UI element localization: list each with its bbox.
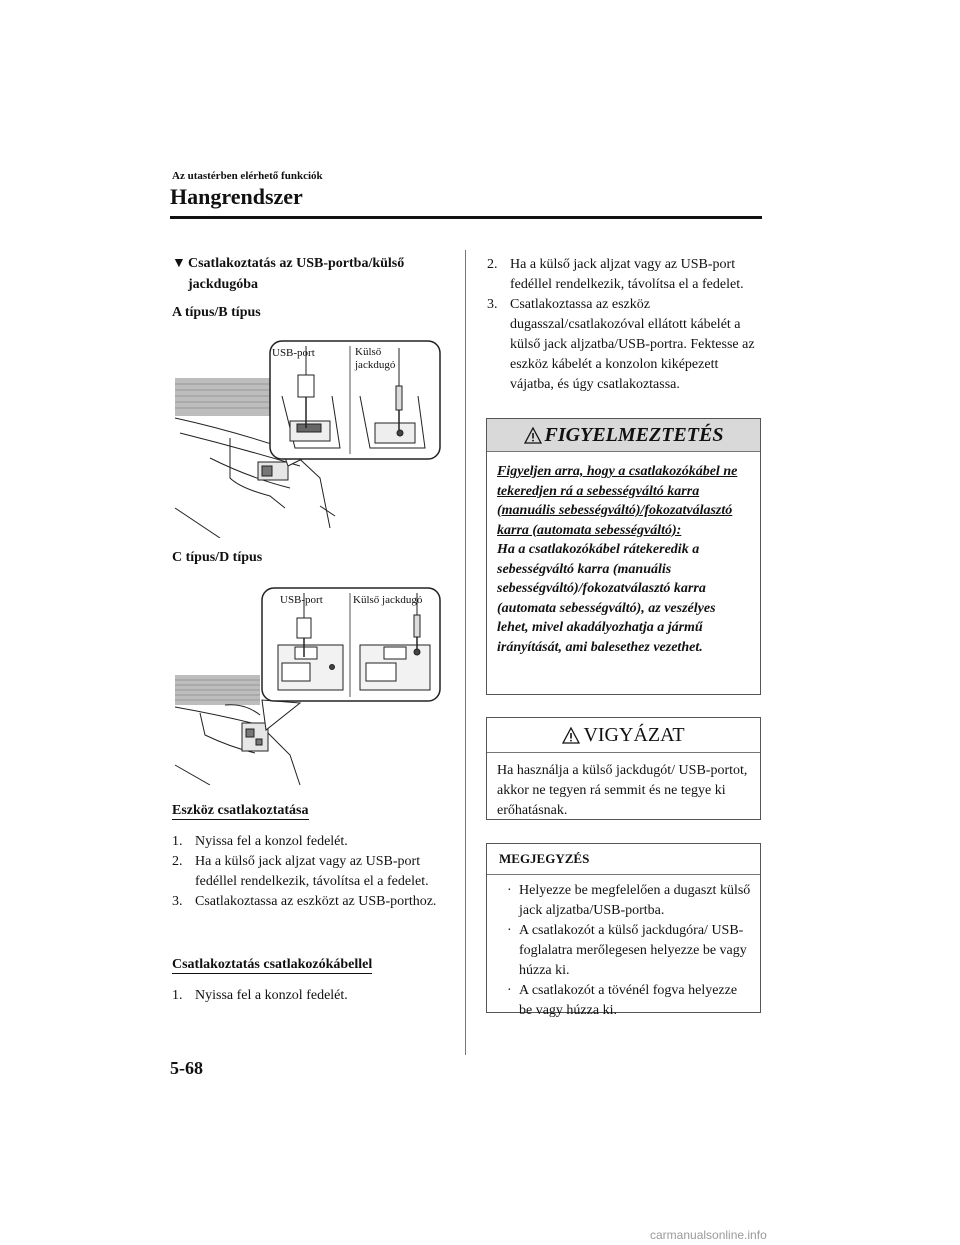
list-item	[172, 852, 462, 892]
step-text: Ha a külső jack aljzat vagy az USB-port fedéllel rendelkezik, távolítsa el a fedelet.	[195, 854, 429, 889]
note-text: A csatlakozót a külső jackdugóra/ USB-foglalatra merőlegesen helyezze be vagy húzza ki.	[519, 923, 747, 978]
step-text: Nyissa fel a konzol fedelét.	[195, 834, 348, 849]
watermark: carmanualsonline.info	[650, 1228, 767, 1242]
step-text: Ha a külső jack aljzat vagy az USB-port fedéllel rendelkezik, távolítsa el a fedelet.	[510, 257, 744, 292]
title-rule	[170, 216, 762, 219]
list-item	[172, 892, 462, 912]
step-number: 1.	[172, 988, 183, 1003]
note-body	[487, 875, 760, 1021]
step-number: 2.	[172, 854, 183, 869]
page-number: 5-68	[170, 1058, 203, 1078]
triangle-down-icon: ▼	[172, 256, 186, 271]
cable-steps-list	[172, 986, 462, 1006]
page-title: Hangrendszer	[170, 184, 303, 209]
step-text: Nyissa fel a konzol fedelét.	[195, 988, 348, 1003]
bullet-icon: ·	[507, 923, 512, 938]
list-item	[487, 295, 762, 395]
note-box	[486, 843, 761, 1018]
step-number: 3.	[487, 297, 498, 312]
warning-header	[487, 419, 760, 452]
list-item	[497, 981, 752, 1021]
cable-connect-title	[172, 954, 372, 975]
column-divider	[465, 250, 466, 1055]
cable-connect-title-text: Csatlakoztatás csatlakozókábellel	[172, 957, 373, 972]
cable-steps-continued	[487, 255, 762, 395]
warning-triangle-icon	[524, 427, 542, 444]
warning-title: FIGYELMEZTETÉS	[544, 424, 724, 446]
bullet-icon: ·	[507, 883, 512, 898]
section-heading	[172, 253, 452, 295]
bullet-icon: ·	[507, 983, 512, 998]
type-cd-label: C típus/D típus	[172, 550, 263, 565]
caution-text: Ha használja a külső jackdugót/ USB-portot, akkor ne tegyen rá semmit és ne tegye ki erőhatásnak.	[497, 763, 748, 818]
list-item	[172, 832, 462, 852]
caution-title: VIGYÁZAT	[583, 724, 685, 746]
list-item	[172, 986, 462, 1006]
list-item	[497, 921, 752, 981]
section-heading-text: Csatlakoztatás az USB-portba/külső jackdugóba	[188, 256, 405, 292]
device-connect-title-text: Eszköz csatlakoztatása	[172, 803, 309, 818]
step-number: 1.	[172, 834, 183, 849]
type-ab-label: A típus/B típus	[172, 305, 261, 320]
list-item	[497, 881, 752, 921]
caution-box	[486, 717, 761, 820]
warning-body	[487, 452, 760, 657]
step-number: 3.	[172, 894, 183, 909]
step-text: Csatlakoztassa az eszközt az USB-porthoz.	[195, 894, 437, 909]
note-list	[497, 881, 752, 1021]
figure-console-cd	[170, 585, 445, 785]
figure-cd-usb-label: USB-port	[280, 594, 323, 606]
warning-lead: Figyeljen arra, hogy a csatlakozókábel ne tekeredjen rá a sebességváltó karra (manuális sebességváltó)/fokozatválasztó karra (automata sebességváltó):	[497, 464, 738, 538]
figure-ab-ext-label-1: Külső	[355, 346, 382, 358]
warning-text: Ha a csatlakozókábel rátekeredik a sebességváltó karra (manuális sebességváltó)/fokozatválasztó karra (automata sebességváltó), az veszélyes lehet, mivel akadályozhatja a jármű irányítását, ami balesethez vezethet.	[497, 542, 716, 655]
list-item	[487, 255, 762, 295]
step-number: 2.	[487, 257, 498, 272]
device-steps-list	[172, 832, 462, 912]
figure-console-ab	[170, 338, 445, 538]
device-connect-title	[172, 800, 309, 821]
step-text: Csatlakoztassa az eszköz dugasszal/csatlakozóval ellátott kábelét a külső jack aljzatba/USB-portra. Fektesse az eszköz kábelét a konzolon kiképezett vájatba, és úgy csatlakoztassa.	[510, 297, 755, 392]
figure-cd-ext-label: Külső jackdugó	[353, 594, 423, 606]
note-title: MEGJEGYZÉS	[487, 844, 760, 875]
figure-ab-usb-label: USB-port	[272, 347, 315, 359]
caution-header	[487, 718, 760, 753]
section-label: Az utastérben elérhető funkciók	[172, 170, 323, 182]
figure-ab-ext-label-2: jackdugó	[355, 359, 396, 371]
note-text: Helyezze be megfelelően a dugaszt külső jack aljzatba/USB-portba.	[519, 883, 751, 918]
note-text: A csatlakozót a tövénél fogva helyezze be vagy húzza ki.	[519, 983, 738, 1018]
caution-triangle-icon	[562, 727, 580, 744]
warning-box	[486, 418, 761, 695]
